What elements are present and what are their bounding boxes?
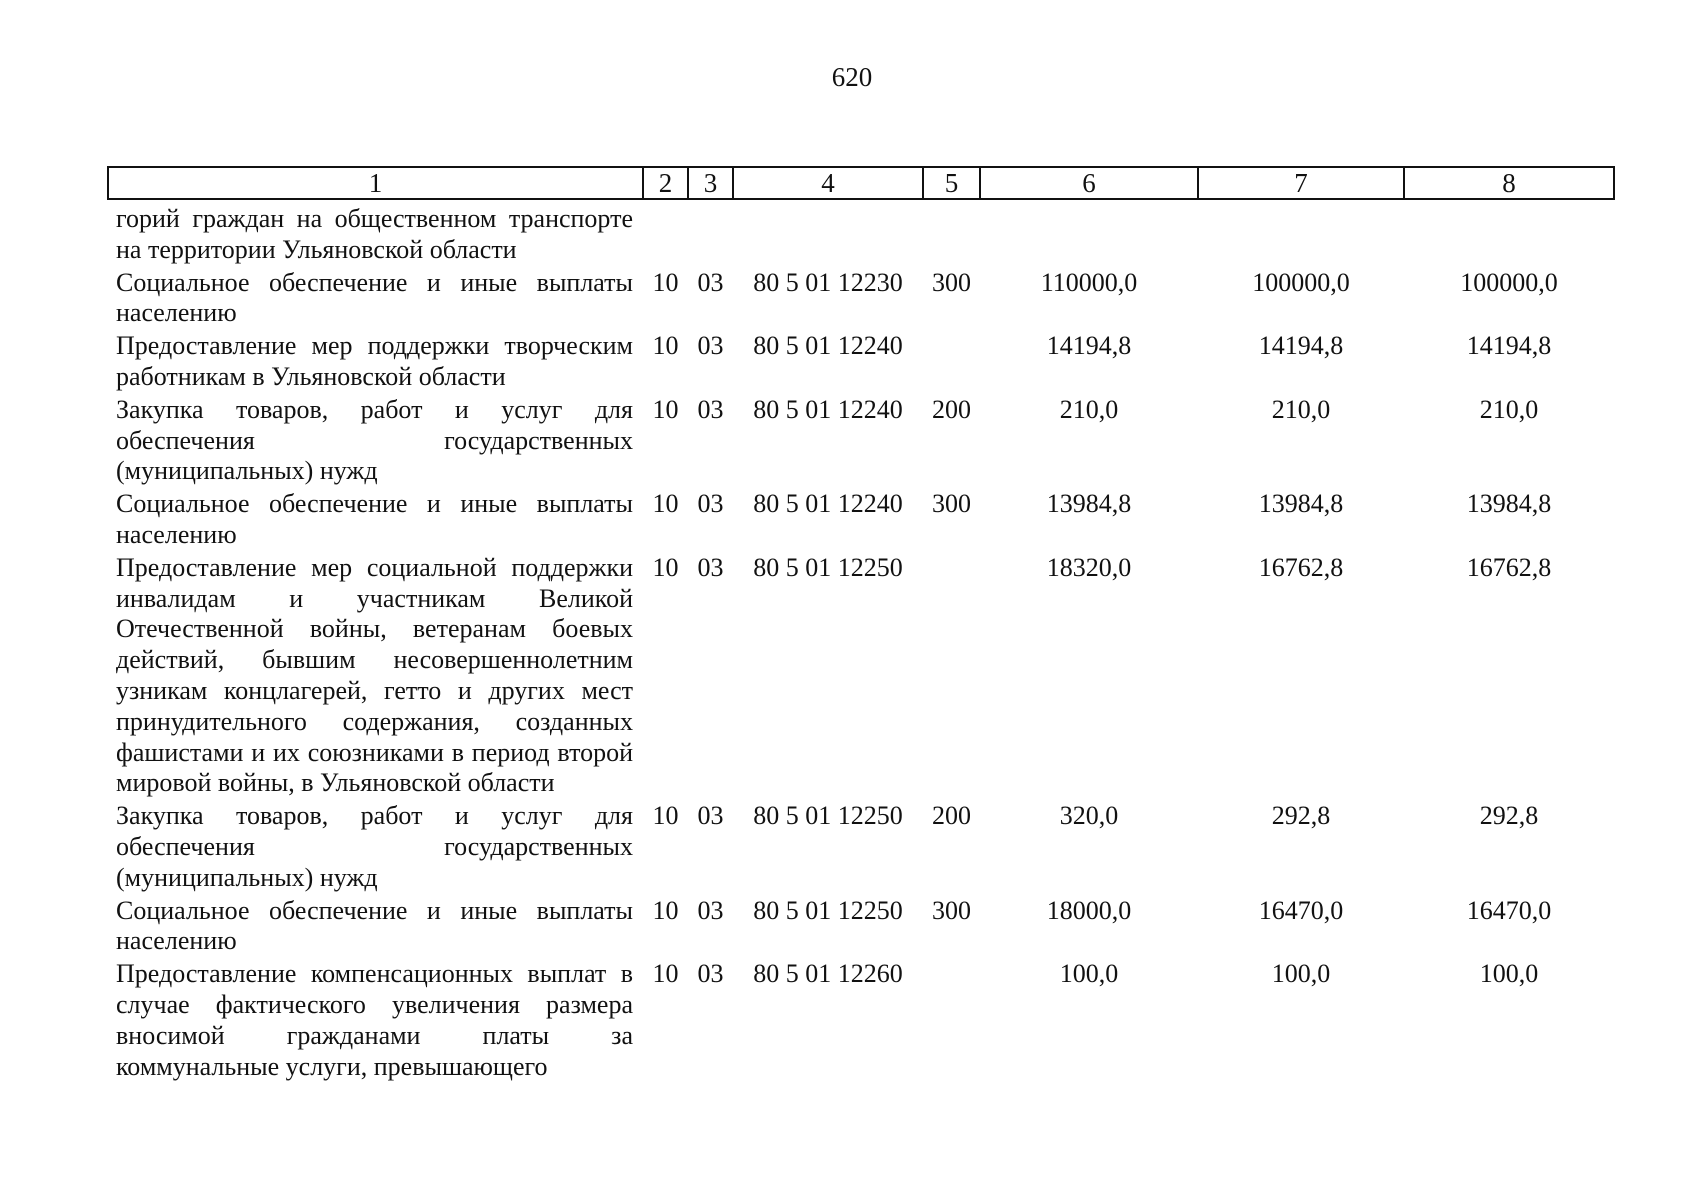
row-section: 10 bbox=[652, 801, 679, 831]
row-target-code: 80 5 01 12230 bbox=[753, 267, 903, 297]
row-target-code: 80 5 01 12250 bbox=[753, 895, 903, 925]
header-cell-4: 4 bbox=[733, 167, 923, 199]
row-subsection: 03 bbox=[697, 489, 724, 519]
row-section: 10 bbox=[652, 394, 679, 424]
row-description: Социальное обеспечение и иные выплаты населению bbox=[116, 267, 633, 328]
header-cell-5: 5 bbox=[923, 167, 980, 199]
row-value-6: 13984,8 bbox=[1046, 489, 1132, 519]
row-expense-type bbox=[923, 957, 980, 1082]
row-target-code: 80 5 01 12240 bbox=[753, 489, 903, 519]
table-row bbox=[108, 393, 1614, 487]
table-header bbox=[108, 167, 1614, 199]
row-expense-type: 200 bbox=[932, 394, 971, 424]
row-description: Социальное обеспечение и иные выплаты населению bbox=[116, 895, 633, 956]
row-value-8: 100000,0 bbox=[1460, 267, 1558, 297]
header-cell-6: 6 bbox=[980, 167, 1198, 199]
row-value-7: 210,0 bbox=[1271, 394, 1331, 424]
row-description: Закупка товаров, работ и услуг для обеспечения государственных (муниципальных) нужд bbox=[116, 801, 633, 892]
row-value-7: 16762,8 bbox=[1258, 552, 1344, 582]
row-expense-type bbox=[923, 329, 980, 393]
row-value-6: 320,0 bbox=[1059, 801, 1119, 831]
row-value-8 bbox=[1404, 199, 1614, 266]
row-description: Предоставление мер социальной поддержки инвалидам и участникам Великой Отечественной войны, ветеранам боевых действий, бывшим несовершеннолетним узникам концлагерей, гетто и других мест принудительного содержания, созданных фашистами и их союзниками в период второй мировой войны, в Ульяновской области bbox=[116, 552, 633, 798]
table-row bbox=[108, 551, 1614, 799]
table-row bbox=[108, 799, 1614, 893]
row-section: 10 bbox=[652, 552, 679, 582]
row-section: 10 bbox=[652, 489, 679, 519]
header-cell-1: 1 bbox=[108, 167, 643, 199]
row-section bbox=[643, 199, 688, 266]
table-row bbox=[108, 329, 1614, 393]
row-subsection: 03 bbox=[697, 394, 724, 424]
row-value-8: 14194,8 bbox=[1466, 331, 1552, 361]
row-subsection: 03 bbox=[697, 959, 724, 989]
row-expense-type bbox=[923, 551, 980, 799]
page-number: 620 bbox=[831, 62, 873, 92]
row-value-8: 100,0 bbox=[1479, 959, 1539, 989]
row-target-code bbox=[733, 199, 923, 266]
table-row bbox=[108, 957, 1614, 1082]
row-subsection: 03 bbox=[697, 267, 724, 297]
row-expense-type: 300 bbox=[932, 489, 971, 519]
table-row bbox=[108, 487, 1614, 551]
row-target-code: 80 5 01 12250 bbox=[753, 801, 903, 831]
row-description: Предоставление компенсационных выплат в случае фактического увеличения размера вносимой гражданами платы за коммунальные услуги, превышающего bbox=[116, 959, 633, 1081]
row-description: горий граждан на общественном транспорте на территории Ульяновской области bbox=[116, 204, 633, 264]
row-value-6: 18320,0 bbox=[1046, 552, 1132, 582]
header-cell-2: 2 bbox=[643, 167, 688, 199]
row-value-6: 18000,0 bbox=[1046, 895, 1132, 925]
table-row bbox=[108, 199, 1614, 266]
row-value-7 bbox=[1198, 199, 1404, 266]
row-value-7: 14194,8 bbox=[1258, 331, 1344, 361]
row-expense-type: 300 bbox=[932, 895, 971, 925]
row-section: 10 bbox=[652, 895, 679, 925]
row-value-8: 210,0 bbox=[1479, 394, 1539, 424]
row-value-8: 16470,0 bbox=[1466, 895, 1552, 925]
row-value-7: 16470,0 bbox=[1258, 895, 1344, 925]
row-value-6: 100,0 bbox=[1059, 959, 1119, 989]
header-cell-7: 7 bbox=[1198, 167, 1404, 199]
row-subsection bbox=[688, 199, 733, 266]
row-expense-type: 300 bbox=[932, 267, 971, 297]
row-section: 10 bbox=[652, 267, 679, 297]
row-subsection: 03 bbox=[697, 895, 724, 925]
row-subsection: 03 bbox=[697, 801, 724, 831]
budget-table bbox=[107, 166, 1615, 1082]
row-section: 10 bbox=[652, 959, 679, 989]
row-target-code: 80 5 01 12260 bbox=[753, 959, 903, 989]
row-target-code: 80 5 01 12240 bbox=[753, 394, 903, 424]
row-value-7: 100000,0 bbox=[1252, 267, 1350, 297]
row-value-7: 13984,8 bbox=[1258, 489, 1344, 519]
row-target-code: 80 5 01 12240 bbox=[753, 331, 903, 361]
row-subsection: 03 bbox=[697, 552, 724, 582]
table-row bbox=[108, 894, 1614, 958]
row-expense-type: 200 bbox=[932, 801, 971, 831]
table-body bbox=[108, 199, 1614, 1082]
table-row bbox=[108, 266, 1614, 330]
row-value-8: 292,8 bbox=[1479, 801, 1539, 831]
row-value-6 bbox=[980, 199, 1198, 266]
row-value-6: 210,0 bbox=[1059, 394, 1119, 424]
row-expense-type bbox=[923, 199, 980, 266]
row-description: Социальное обеспечение и иные выплаты населению bbox=[116, 489, 633, 549]
header-row bbox=[108, 167, 1614, 199]
header-cell-8: 8 bbox=[1404, 167, 1614, 199]
row-value-6: 14194,8 bbox=[1046, 331, 1132, 361]
row-target-code: 80 5 01 12250 bbox=[753, 552, 903, 582]
row-description: Предоставление мер поддержки творческим работникам в Ульяновской области bbox=[116, 331, 633, 391]
row-value-7: 292,8 bbox=[1271, 801, 1331, 831]
row-value-6: 110000,0 bbox=[1040, 267, 1138, 297]
row-subsection: 03 bbox=[697, 331, 724, 361]
row-section: 10 bbox=[652, 331, 679, 361]
row-description: Закупка товаров, работ и услуг для обеспечения государственных (муниципальных) нужд bbox=[116, 394, 633, 486]
header-cell-3: 3 bbox=[688, 167, 733, 199]
row-value-8: 13984,8 bbox=[1466, 489, 1552, 519]
row-value-7: 100,0 bbox=[1271, 959, 1331, 989]
row-value-8: 16762,8 bbox=[1466, 552, 1552, 582]
